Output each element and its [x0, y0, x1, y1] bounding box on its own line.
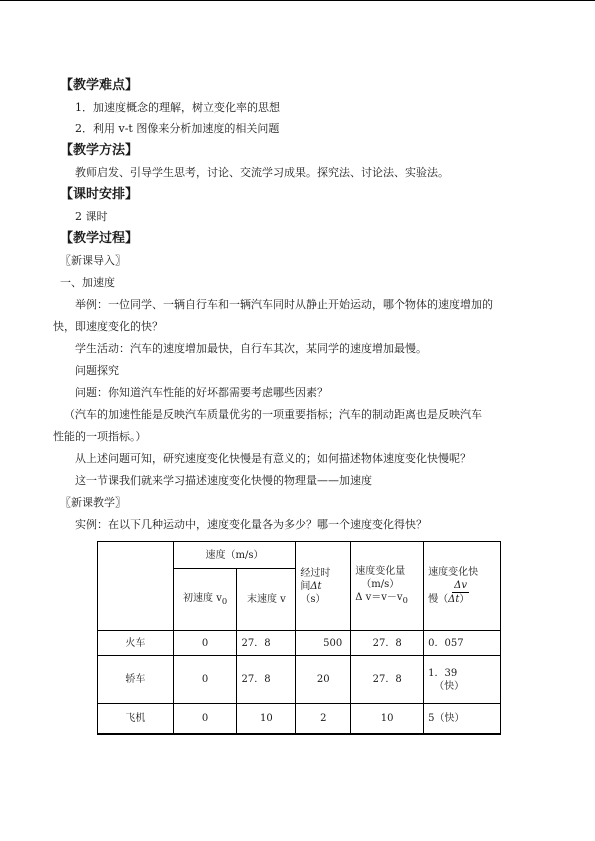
row-name: 火车	[98, 631, 174, 656]
difficulty-item-1: 1．加速度概念的理解，树立变化率的思想	[75, 101, 280, 114]
schedule-text: 2 课时	[75, 210, 108, 223]
intro-label: 〖新课导入〗	[60, 254, 126, 267]
row-name: 飞机	[98, 704, 174, 734]
schedule-heading: 【课时安排】	[60, 187, 139, 202]
header-initial-speed-text: 初速度 v	[183, 592, 222, 604]
header-rate-line-2	[428, 593, 496, 606]
header-delta-v-subscript: 0	[402, 595, 408, 605]
row-v: 27．8	[237, 656, 296, 704]
row-rate-value: 1．39	[428, 667, 458, 679]
difficulty-item-2: 2．利用 v-t 图像来分析加速度的相关问题	[75, 122, 280, 135]
header-rate-open: 慢（	[428, 594, 449, 605]
difficulty-heading: 【教学难点】	[60, 78, 139, 93]
teaching-label: 〖新课教学〗	[60, 496, 126, 509]
header-time-line-2	[300, 580, 346, 593]
header-initial-speed	[173, 569, 237, 631]
header-delta-v-formula-text: Δ v＝v－v	[355, 592, 403, 603]
row-v0: 0	[173, 656, 237, 704]
table-corner-cell	[98, 542, 174, 631]
row-rate: 0．057	[424, 631, 501, 656]
header-time	[296, 542, 351, 631]
method-heading: 【教学方法】	[60, 143, 139, 158]
row-v0: 0	[173, 704, 237, 734]
row-t: 2	[296, 704, 351, 734]
table-row	[98, 704, 501, 734]
header-delta-v-line-1: 速度变化量	[355, 566, 406, 577]
rate-fraction-top	[452, 579, 469, 593]
row-v: 27．8	[237, 631, 296, 656]
header-rate-close: ）	[459, 594, 470, 605]
header-final-speed: 末速度 v	[237, 569, 296, 631]
conclusion-text: 从上述问题可知，研究速度变化快慢是有意义的；如何描述物体速度变化快慢呢？	[75, 452, 471, 465]
header-delta-v-unit: （m/s）	[361, 579, 400, 590]
header-delta-v-formula	[355, 591, 419, 607]
inquiry-label: 问题探究	[75, 364, 119, 377]
row-rate: 5（快）	[424, 704, 501, 734]
row-dv: 27．8	[351, 631, 424, 656]
header-time-unit: （s）	[300, 593, 326, 605]
page-top-rule	[0, 0, 595, 1]
header-rate-line-1: 速度变化快	[428, 567, 479, 578]
rate-denominator: Δt	[448, 594, 460, 605]
row-name: 轿车	[98, 656, 174, 704]
note-line-1: （汽车的加速性能是反映汽车质量优劣的一项重要指标；汽车的制动距离也是反映汽车	[64, 408, 482, 421]
process-heading: 【教学过程】	[60, 231, 139, 246]
header-time-line-1: 经过时	[300, 567, 331, 579]
header-time-symbol: Δt	[310, 580, 322, 592]
student-activity: 学生活动：汽车的速度增加最快，自行车其次，某同学的速度增加最慢。	[75, 342, 427, 355]
example-line-2: 快，即速度变化的快？	[53, 320, 163, 333]
question-text: 问题：你知道汽车性能的好坏都需要考虑哪些因素？	[75, 386, 328, 399]
row-rate	[424, 656, 501, 704]
table-row	[98, 656, 501, 704]
header-speed: 速度（m/s）	[173, 542, 296, 569]
row-dv: 10	[351, 704, 424, 734]
row-t: 500	[296, 631, 351, 656]
example-line-1: 举例：一位同学、一辆自行车和一辆汽车同时从静止开始运动，哪个物体的速度增加的	[75, 298, 493, 311]
lesson-intro-text: 这一节课我们就来学习描述速度变化快慢的物理量——加速度	[75, 474, 372, 487]
table-row	[98, 631, 501, 656]
row-t: 20	[296, 656, 351, 704]
header-delta-v	[351, 542, 424, 631]
header-initial-speed-subscript: 0	[221, 595, 228, 606]
header-rate-numerator-row	[428, 579, 496, 593]
row-v0: 0	[173, 631, 237, 656]
row-v: 10	[237, 704, 296, 734]
method-text: 教师启发、引导学生思考，讨论、交流学习成果。探究法、讨论法、实验法。	[75, 166, 449, 179]
subsection-acceleration: 一、加速度	[60, 276, 115, 289]
speed-change-table	[97, 541, 501, 735]
header-rate	[424, 542, 501, 631]
instance-text: 实例：在以下几种运动中，速度变化量各为多少？哪一个速度变化得快？	[75, 518, 427, 531]
rate-numerator: Δv	[454, 580, 467, 591]
header-time-label: 间	[300, 580, 311, 592]
row-rate-note: （快）	[434, 680, 465, 692]
note-line-2: 性能的一项指标。）	[53, 430, 147, 443]
row-dv: 27．8	[351, 656, 424, 704]
